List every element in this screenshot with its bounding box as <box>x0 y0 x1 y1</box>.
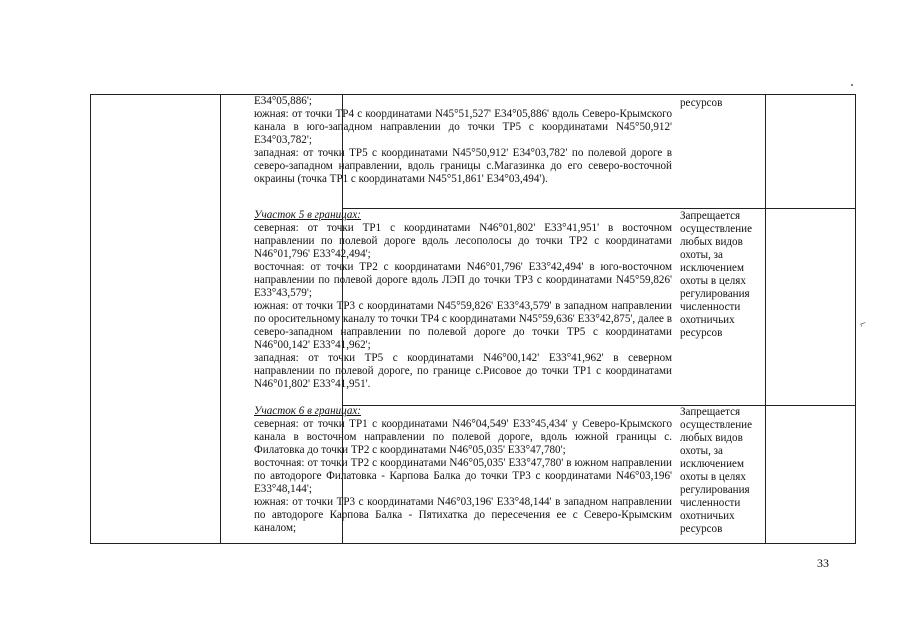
restriction-line: охоты в целях <box>680 275 746 287</box>
restriction-line: ресурсов <box>680 523 723 535</box>
scan-pen-mark: ⌐ <box>858 317 869 331</box>
restriction-line: любых видов <box>680 236 743 248</box>
restriction-line: исключением <box>680 262 744 274</box>
restriction-line: охоты в целях <box>680 471 746 483</box>
restriction-line: Запрещается <box>680 406 741 418</box>
boundary-line: северная: от точки ТР1 с координатами N46°01,802' E33°41,951' в восточном направлении по полевой дороге вдоль лесополосы до точки ТР2 с координатами N46°01,796' E33°42,494'; <box>254 222 672 260</box>
restriction-line: охоты, за <box>680 445 723 457</box>
section5-description <box>254 209 672 391</box>
restriction-line: регулирования <box>680 484 750 496</box>
top-row-description <box>254 95 672 186</box>
scan-dust-dot <box>851 84 853 86</box>
restriction-line: охотничьих <box>680 510 735 522</box>
restriction-line: охоты, за <box>680 249 723 261</box>
boundary-line: южная: от точки ТР3 с координатами N45°59,826' E33°43,579' в западном направлении по оросительному каналу то точки ТР4 с координатами N45°59,636' E33°42,875', далее в северо-западном направлении по полевой дороге до точки ТР5 с координатами N46°00,142' E33°41,962'; <box>254 300 672 351</box>
section6-description <box>254 405 672 535</box>
boundary-line: западная: от точки ТР5 с координатами N45°50,912' E34°03,782' по полевой дороге в северо-западном направлении, вдоль границы с.Магазинка до его северо-восточной окраины (точка ТР1 с координатами N45°51,861' E34°03,494'). <box>254 147 672 185</box>
boundary-line: E34°05,886'; <box>254 95 312 107</box>
restriction-line: ресурсов <box>680 327 723 339</box>
column-divider <box>220 95 221 543</box>
restriction-line: осуществление <box>680 223 753 235</box>
top-row-restriction: ресурсов <box>680 97 723 109</box>
column-divider <box>765 95 766 543</box>
restriction-line: осуществление <box>680 419 753 431</box>
restriction-line: любых видов <box>680 432 743 444</box>
restriction-line: охотничьих <box>680 314 735 326</box>
boundary-line: северная: от точки ТР1 с координатами N46°04,549' E33°45,434' у Северо-Крымского канала в восточном направлении по полевой дороге, вдоль южной границы с. Филатовка до точки ТР2 с координатами N46°05,035' E33°47,780'; <box>254 418 672 456</box>
boundary-line: южная: от точки ТР3 с координатами N46°03,196' E33°48,144' в западном направлении по автодороге Карпова Балка - Пятихатка до пересечения ее с Северо-Крымским каналом; <box>254 496 672 534</box>
boundary-line: восточная: от точки ТР2 с координатами N46°05,035' E33°47,780' в южном направлении по автодороге Филатовка - Карпова Балка до точки ТР3 с координатами N46°03,196' E33°48,144'; <box>254 457 672 495</box>
restriction-line: численности <box>680 497 741 509</box>
boundary-line: западная: от точки ТР5 с координатами N46°00,142' E33°41,962' в северном направлении по полевой дороге, по границе с.Рисовое до точки ТР1 с координатами N46°01,802' E33°41,951'. <box>254 352 672 390</box>
section6-restriction <box>680 406 764 536</box>
section-heading: Участок 5 в границах: <box>254 209 361 221</box>
restriction-line: численности <box>680 301 741 313</box>
restriction-line: Запрещается <box>680 210 741 222</box>
section-heading: Участок 6 в границах: <box>254 405 361 417</box>
boundary-line: восточная: от точки ТР2 с координатами N46°01,796' E33°42,494' в юго-восточном направлении по полевой дороге вдоль ЛЭП до точки ТР3 с координатами N45°59,826' E33°43,579'; <box>254 261 672 299</box>
restriction-line: исключением <box>680 458 744 470</box>
page-number: 33 <box>817 556 829 570</box>
boundary-line: южная: от точки ТР4 с координатами N45°51,527' E34°05,886' вдоль Северо-Крымского канала в юго-западном направлении до точки ТР5 с координатами N45°50,912' E34°03,782'; <box>254 108 672 146</box>
restriction-line: регулирования <box>680 288 750 300</box>
section5-restriction <box>680 210 764 340</box>
